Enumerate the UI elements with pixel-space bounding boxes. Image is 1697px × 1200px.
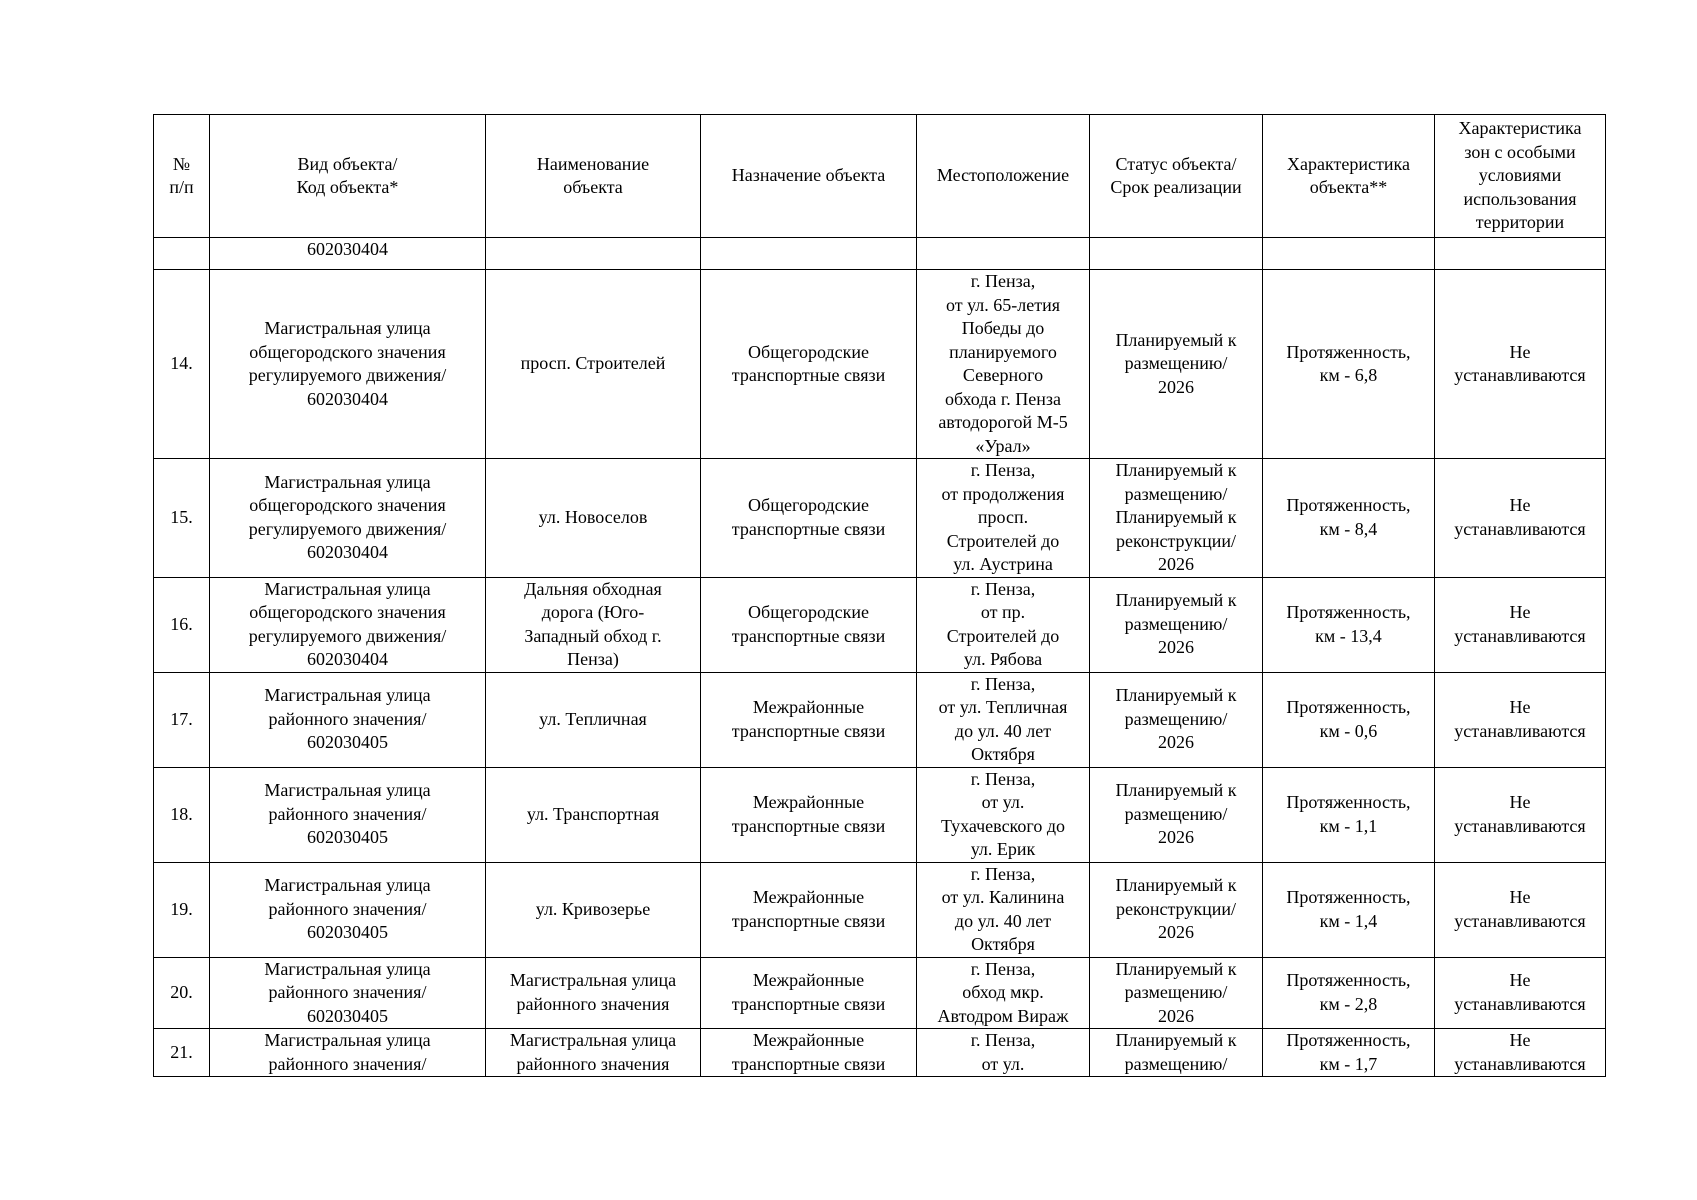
cell-line: Протяженность, [1286, 792, 1411, 812]
cell-line: 16. [170, 613, 193, 634]
table-row [154, 957, 1606, 1029]
cell-purpose [701, 577, 917, 672]
cell-line: Магистральная улица [264, 685, 431, 706]
cell-line: Магистральная улица [509, 970, 677, 991]
cell-line: г. Пенза, [970, 863, 1036, 884]
cell-line: г. Пенза, [970, 768, 1036, 789]
cell-line: Наименование [536, 153, 650, 174]
cell-name [486, 767, 701, 862]
cell-line: 17. [170, 708, 193, 729]
cell-line: районного значения [516, 1053, 670, 1074]
cell-name [486, 672, 701, 767]
cell-line: 2026 [1158, 827, 1194, 848]
cell-purpose [701, 459, 917, 578]
cell-type [210, 270, 486, 459]
cell-purpose [701, 767, 917, 862]
table-row [154, 1029, 1606, 1077]
cell-line: транспортные связи [731, 518, 886, 539]
cell-zones [1435, 957, 1606, 1029]
cell-line: Не [1509, 792, 1531, 812]
cell-line: Не [1509, 495, 1531, 516]
cell-line: объекта** [1309, 177, 1388, 197]
cell-line: районного значения/ [268, 982, 427, 1002]
cell-zones [1435, 459, 1606, 578]
cell-num [154, 1029, 210, 1077]
cell-line: 2026 [1158, 922, 1194, 943]
cell-type [210, 238, 486, 270]
cell-line: 18. [170, 803, 193, 824]
cell-location [917, 1029, 1090, 1077]
cell-line: размещению/ [1124, 353, 1228, 374]
cell-line: 2026 [1158, 637, 1194, 658]
cell-line: ул. Новоселов [538, 507, 648, 527]
cell-line: Межрайонные [752, 887, 865, 907]
cell-line: от ул. [981, 1053, 1025, 1074]
cell-characteristic [1263, 672, 1435, 767]
cell-line: транспортные связи [731, 1053, 886, 1074]
cell-line: общегородского значения [249, 495, 446, 516]
cell-line: Вид объекта/ [297, 153, 398, 174]
cell-line: Планируемый к [1115, 460, 1237, 480]
cell-line: 602030404 [307, 388, 388, 409]
cell-line: Общегородские [748, 495, 869, 516]
cell-name [486, 862, 701, 957]
cell-line: от ул. [981, 792, 1025, 812]
cell-line: Межрайонные [752, 697, 865, 717]
cell-line: 2026 [1158, 376, 1194, 397]
cell-line: г. Пенза, [970, 271, 1036, 291]
cell-line: ул. Транспортная [526, 803, 660, 824]
header-type [210, 115, 486, 238]
cell-line: Не [1509, 697, 1531, 717]
cell-line: 2026 [1158, 1005, 1194, 1026]
cell-line: ул. Ерик [970, 839, 1036, 859]
cell-status [1090, 957, 1263, 1029]
cell-num [154, 672, 210, 767]
cell-status [1090, 862, 1263, 957]
cell-name [486, 1029, 701, 1077]
cell-line: от ул. Тепличная [938, 697, 1068, 717]
cell-line: устанавливаются [1454, 1053, 1586, 1074]
cell-line: автодорогой М-5 [938, 412, 1068, 432]
cell-num [154, 270, 210, 459]
cell-line: Магистральная улица [264, 471, 431, 492]
cell-type [210, 1029, 486, 1077]
cell-line: Протяженность, [1286, 341, 1411, 362]
cell-line: 602030404 [307, 649, 388, 669]
cell-type [210, 672, 486, 767]
cell-line: Магистральная улица [264, 318, 431, 338]
cell-num [154, 862, 210, 957]
cell-line: Характеристика [1287, 153, 1410, 174]
header-row [154, 115, 1606, 238]
cell-line: Не [1509, 887, 1531, 907]
cell-purpose [701, 672, 917, 767]
cell-line: объекта [563, 177, 623, 197]
cell-location [917, 459, 1090, 578]
cell-line: устанавливаются [1454, 365, 1586, 385]
cell-line: км - 6,8 [1319, 365, 1378, 385]
cell-num [154, 767, 210, 862]
cell-line: г. Пенза, [970, 673, 1036, 694]
cell-status [1090, 270, 1263, 459]
objects-table [153, 114, 1606, 1077]
cell-line: от ул. 65-летия [945, 294, 1061, 315]
cell-purpose [701, 270, 917, 459]
cell-line: Протяженность, [1286, 697, 1411, 717]
header-location [917, 115, 1090, 238]
cell-characteristic [1263, 577, 1435, 672]
table-row [154, 862, 1606, 957]
cell-line: размещению/ [1124, 613, 1228, 634]
cell-line: планируемого [949, 341, 1057, 362]
cell-line: Код объекта* [296, 177, 399, 197]
cell-line: Планируемый к [1115, 590, 1237, 611]
cell-zones [1435, 270, 1606, 459]
cell-purpose [701, 957, 917, 1029]
cell-line: Протяженность, [1286, 495, 1411, 516]
cell-purpose [701, 238, 917, 270]
cell-characteristic [1263, 1029, 1435, 1077]
cell-line: общегородского значения [249, 602, 446, 622]
cell-line: регулируемого движения/ [248, 625, 447, 646]
cell-line: до ул. 40 лет [954, 910, 1052, 931]
header-num [154, 115, 210, 238]
cell-location [917, 767, 1090, 862]
cell-line: 602030404 [307, 542, 388, 563]
cell-line: транспортные связи [731, 365, 886, 385]
cell-line: Магистральная улица [264, 1030, 431, 1050]
cell-line: транспортные связи [731, 910, 886, 931]
cell-line: 14. [170, 353, 193, 374]
cell-line: районного значения/ [268, 1053, 427, 1074]
cell-type [210, 767, 486, 862]
cell-line: Победы до [961, 318, 1045, 338]
cell-line: Протяженность, [1286, 970, 1411, 991]
cell-line: устанавливаются [1454, 518, 1586, 539]
cell-name [486, 238, 701, 270]
cell-line: районного значения/ [268, 803, 427, 824]
cell-line: просп. Строителей [520, 353, 666, 374]
cell-zones [1435, 672, 1606, 767]
cell-line: от продолжения [941, 483, 1065, 504]
cell-line: 2026 [1158, 732, 1194, 753]
cell-line: размещению/ [1124, 1053, 1228, 1074]
cell-line: Назначение объекта [731, 165, 886, 186]
cell-line: общегородского значения [249, 341, 446, 362]
table-row [154, 767, 1606, 862]
cell-line: Не [1509, 341, 1531, 362]
cell-status [1090, 767, 1263, 862]
cell-line: Магистральная улица [264, 875, 431, 896]
table-row [154, 672, 1606, 767]
cell-line: устанавливаются [1454, 993, 1586, 1014]
table-row [154, 459, 1606, 578]
header-characteristic [1263, 115, 1435, 238]
cell-location [917, 270, 1090, 459]
cell-line: обход мкр. [962, 982, 1044, 1002]
cell-line: Характеристика [1458, 118, 1582, 139]
cell-name [486, 957, 701, 1029]
cell-line: районного значения/ [268, 898, 427, 919]
cell-location [917, 238, 1090, 270]
cell-line: «Урал» [975, 435, 1031, 456]
cell-line: км - 1,7 [1319, 1053, 1378, 1074]
cell-line: Планируемый к [1115, 507, 1237, 527]
cell-characteristic [1263, 862, 1435, 957]
cell-zones [1435, 767, 1606, 862]
cell-line: Западный обход г. [524, 625, 662, 646]
cell-line: Не [1509, 602, 1531, 622]
header-name [486, 115, 701, 238]
cell-line: просп. [977, 507, 1029, 527]
cell-line: Местоположение [936, 165, 1070, 186]
cell-line: 602030404 [307, 239, 388, 259]
cell-characteristic [1263, 270, 1435, 459]
cell-line: км - 0,6 [1319, 720, 1378, 741]
cell-line: районного значения [516, 993, 670, 1014]
cell-line: Протяженность, [1286, 887, 1411, 907]
cell-line: устанавливаются [1454, 815, 1586, 836]
cell-location [917, 672, 1090, 767]
cell-line: условиями [1478, 165, 1562, 186]
cell-line: Магистральная улица [264, 958, 431, 979]
cell-line: от ул. Калинина [941, 887, 1065, 907]
cell-line: Межрайонные [752, 1030, 865, 1050]
cell-line: км - 13,4 [1315, 625, 1382, 646]
cell-characteristic [1263, 459, 1435, 578]
cell-line: ул. Аустрина [953, 554, 1053, 574]
header-status [1090, 115, 1263, 238]
cell-line: регулируемого движения/ [248, 518, 447, 539]
cell-line: 602030405 [307, 827, 388, 848]
cell-characteristic [1263, 238, 1435, 270]
cell-characteristic [1263, 957, 1435, 1029]
cell-line: Протяженность, [1286, 602, 1411, 622]
cell-line: Строителей до [946, 530, 1060, 551]
cell-line: ул. Тепличная [539, 708, 647, 729]
cell-line: № [172, 153, 191, 174]
header-purpose [701, 115, 917, 238]
cell-line: Магистральная улица [264, 780, 431, 801]
cell-line: устанавливаются [1454, 910, 1586, 931]
cell-line: г. Пенза, [970, 958, 1036, 979]
cell-line: транспортные связи [731, 815, 886, 836]
cell-line: 20. [170, 982, 193, 1002]
cell-line: использования [1463, 188, 1577, 209]
cell-line: Планируемый к [1115, 958, 1237, 979]
cell-line: Срок реализации [1110, 177, 1242, 197]
cell-num [154, 238, 210, 270]
cell-characteristic [1263, 767, 1435, 862]
cell-line: Планируемый к [1115, 329, 1237, 350]
cell-line: территории [1475, 212, 1565, 233]
cell-zones [1435, 577, 1606, 672]
table-row [154, 270, 1606, 459]
cell-line: Планируемый к [1115, 685, 1237, 706]
cell-line: км - 2,8 [1319, 993, 1378, 1014]
cell-line: Дальняя обходная [524, 578, 662, 599]
cell-line: км - 1,1 [1319, 815, 1378, 836]
cell-line: размещению/ [1124, 483, 1228, 504]
cell-name [486, 577, 701, 672]
cell-line: Пенза) [567, 649, 619, 669]
cell-line: размещению/ [1124, 982, 1228, 1002]
cell-status [1090, 672, 1263, 767]
cell-line: дорога (Юго- [541, 602, 645, 622]
cell-line: 2026 [1158, 554, 1194, 574]
cell-line: 602030405 [307, 732, 388, 753]
cell-line: Статус объекта/ [1115, 153, 1237, 174]
cell-line: реконструкции/ [1116, 898, 1236, 919]
cell-line: Не [1509, 1030, 1531, 1050]
header-zones [1435, 115, 1606, 238]
cell-line: до ул. 40 лет [954, 720, 1052, 741]
cell-purpose [701, 862, 917, 957]
cell-line: Межрайонные [752, 970, 865, 991]
cell-line: Магистральная улица [509, 1030, 677, 1050]
cell-line: Не [1509, 970, 1531, 991]
cell-line: Межрайонные [752, 792, 865, 812]
cell-line: от пр. [980, 602, 1026, 622]
cell-zones [1435, 1029, 1606, 1077]
cell-status [1090, 238, 1263, 270]
cell-type [210, 459, 486, 578]
cell-line: Автодром Вираж [937, 1005, 1069, 1026]
cell-num [154, 577, 210, 672]
cell-status [1090, 577, 1263, 672]
cell-num [154, 957, 210, 1029]
cell-line: Тухачевского до [941, 815, 1065, 836]
cell-line: 21. [170, 1041, 193, 1062]
cell-status [1090, 1029, 1263, 1077]
cell-type [210, 862, 486, 957]
cell-location [917, 862, 1090, 957]
cell-line: устанавливаются [1454, 720, 1586, 741]
cell-line: обхода г. Пенза [945, 388, 1061, 409]
cell-line: г. Пенза, [970, 578, 1036, 599]
cell-type [210, 577, 486, 672]
cell-line: реконструкции/ [1116, 530, 1236, 551]
cell-line: г. Пенза, [970, 1030, 1036, 1050]
cell-line: 602030405 [307, 922, 388, 943]
cell-num [154, 459, 210, 578]
cell-purpose [701, 1029, 917, 1077]
cell-location [917, 957, 1090, 1029]
table-body [154, 238, 1606, 1077]
cell-line: Общегородские [748, 602, 869, 622]
cell-line: размещению/ [1124, 708, 1228, 729]
cell-location [917, 577, 1090, 672]
cell-line: районного значения/ [268, 708, 427, 729]
cell-line: п/п [169, 177, 194, 197]
cell-line: Октября [971, 934, 1035, 954]
cell-line: Планируемый к [1115, 875, 1237, 896]
cell-line: размещению/ [1124, 803, 1228, 824]
cell-line: г. Пенза, [970, 460, 1036, 480]
table-row [154, 238, 1606, 270]
cell-line: транспортные связи [731, 993, 886, 1014]
cell-line: Общегородские [748, 341, 869, 362]
cell-line: Северного [962, 365, 1044, 385]
cell-line: транспортные связи [731, 625, 886, 646]
cell-line: зон с особыми [1464, 141, 1576, 162]
cell-name [486, 459, 701, 578]
cell-line: транспортные связи [731, 720, 886, 741]
table-row [154, 577, 1606, 672]
cell-line: Планируемый к [1115, 780, 1237, 801]
cell-status [1090, 459, 1263, 578]
cell-line: Октября [971, 744, 1035, 764]
cell-zones [1435, 238, 1606, 270]
cell-line: км - 8,4 [1319, 518, 1378, 539]
cell-line: км - 1,4 [1319, 910, 1378, 931]
cell-line: устанавливаются [1454, 625, 1586, 646]
cell-line: Протяженность, [1286, 1030, 1411, 1050]
cell-line: 15. [170, 507, 193, 527]
cell-line: Планируемый к [1115, 1030, 1237, 1050]
cell-type [210, 957, 486, 1029]
cell-line: 602030405 [307, 1005, 388, 1026]
cell-line: регулируемого движения/ [248, 365, 447, 385]
cell-line: 19. [170, 898, 193, 919]
cell-line: ул. Кривозерье [535, 898, 651, 919]
cell-line: Магистральная улица [264, 578, 431, 599]
cell-zones [1435, 862, 1606, 957]
cell-name [486, 270, 701, 459]
cell-line: Строителей до [946, 625, 1060, 646]
cell-line: ул. Рябова [963, 649, 1043, 669]
